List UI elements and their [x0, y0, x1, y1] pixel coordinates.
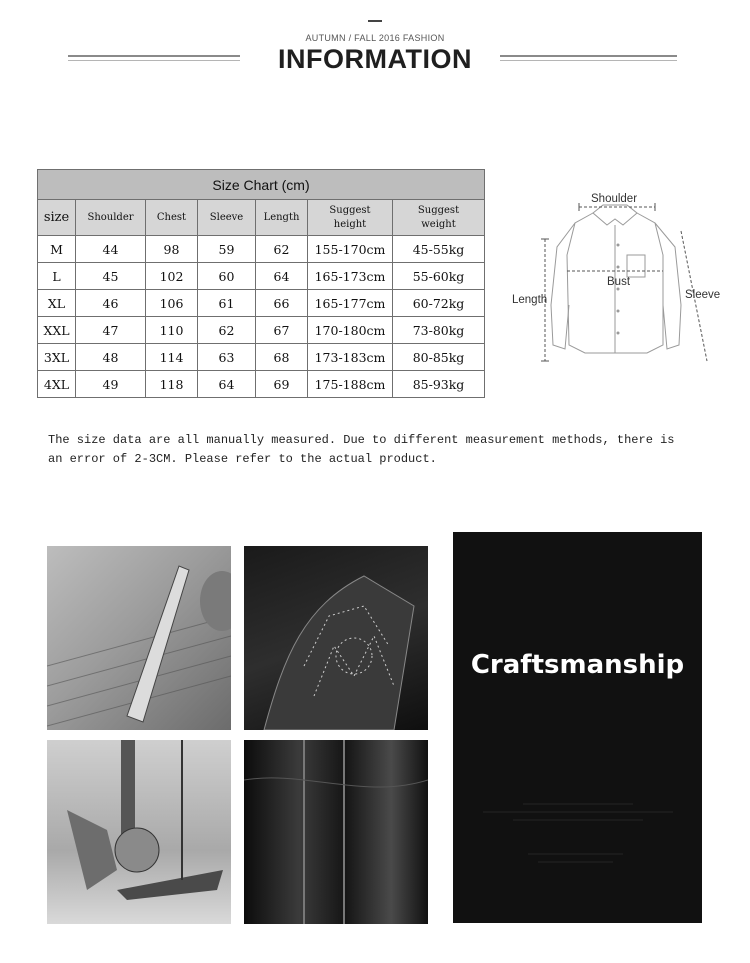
scissors-icon	[47, 546, 231, 730]
cell-shoulder: 46	[76, 290, 146, 317]
cell-sleeve: 59	[198, 236, 256, 263]
craftsmanship-panel	[453, 532, 702, 923]
col-header-chest: Chest	[146, 200, 198, 236]
cell-height: 170-180cm	[308, 317, 393, 344]
cell-weight: 73-80kg	[393, 317, 485, 344]
col-header-suggest-weight: Suggest weight	[393, 200, 485, 236]
cell-shoulder: 49	[76, 371, 146, 398]
cell-chest: 98	[146, 236, 198, 263]
measurement-note	[48, 431, 708, 468]
cutting-fabric-image	[47, 546, 231, 730]
cell-length: 62	[256, 236, 308, 263]
cell-shoulder: 45	[76, 263, 146, 290]
col-header-length: Length	[256, 200, 308, 236]
cell-size: 4XL	[38, 371, 76, 398]
col-header-shoulder: Shoulder	[76, 200, 146, 236]
diagram-label-shoulder: Shoulder	[591, 193, 638, 205]
cell-chest: 118	[146, 371, 198, 398]
table-row	[38, 344, 485, 371]
col-header-size: size	[38, 200, 76, 236]
col-header-suggest-height: Suggest height	[308, 200, 393, 236]
diagram-label-sleeve: Sleeve	[685, 289, 721, 301]
cell-sleeve: 61	[198, 290, 256, 317]
cell-weight: 45-55kg	[393, 236, 485, 263]
cell-sleeve: 60	[198, 263, 256, 290]
note-line-1: The size data are all manually measured. Due to different measurement methods, there is	[48, 433, 675, 447]
cell-size: XXL	[38, 317, 76, 344]
table-row	[38, 236, 485, 263]
stitching-pattern-image	[244, 546, 428, 730]
cell-sleeve: 64	[198, 371, 256, 398]
cell-height: 175-188cm	[308, 371, 393, 398]
table-row	[38, 371, 485, 398]
cell-height: 155-170cm	[308, 236, 393, 263]
cell-height: 165-173cm	[308, 263, 393, 290]
header-rule-left-thin	[68, 60, 240, 61]
shirt-measurement-diagram	[505, 185, 725, 385]
cell-length: 69	[256, 371, 308, 398]
header-rule-left	[68, 55, 240, 57]
cell-length: 66	[256, 290, 308, 317]
cell-shoulder: 47	[76, 317, 146, 344]
header-dash	[368, 20, 382, 22]
size-chart-table	[37, 169, 485, 398]
cell-length: 67	[256, 317, 308, 344]
cell-size: XL	[38, 290, 76, 317]
size-chart-caption: Size Chart (cm)	[38, 170, 485, 200]
cell-chest: 106	[146, 290, 198, 317]
cell-weight: 55-60kg	[393, 263, 485, 290]
cell-shoulder: 48	[76, 344, 146, 371]
stitch-pattern-icon	[244, 546, 428, 730]
table-row	[38, 317, 485, 344]
leather-detail-image	[244, 740, 428, 924]
diagram-label-length: Length	[512, 294, 548, 306]
cell-sleeve: 62	[198, 317, 256, 344]
table-row	[38, 290, 485, 317]
table-header-row	[38, 200, 485, 236]
note-line-2: an error of 2-3CM. Please refer to the actual product.	[48, 451, 437, 466]
sewing-needle-icon	[47, 740, 231, 924]
cell-sleeve: 63	[198, 344, 256, 371]
header-rule-right-thin	[500, 60, 677, 61]
cell-height: 173-183cm	[308, 344, 393, 371]
header-subtitle: AUTUMN / FALL 2016 FASHION	[305, 33, 445, 43]
table-row	[38, 263, 485, 290]
header-rule-right	[500, 55, 677, 57]
cell-chest: 102	[146, 263, 198, 290]
leather-seam-icon	[244, 740, 428, 924]
cell-weight: 60-72kg	[393, 290, 485, 317]
cell-length: 64	[256, 263, 308, 290]
cell-weight: 80-85kg	[393, 344, 485, 371]
cell-shoulder: 44	[76, 236, 146, 263]
cell-chest: 114	[146, 344, 198, 371]
sewing-machine-image	[47, 740, 231, 924]
cell-height: 165-177cm	[308, 290, 393, 317]
cell-chest: 110	[146, 317, 198, 344]
craftsmanship-title: Craftsmanship	[470, 650, 685, 680]
page-title: INFORMATION	[278, 44, 472, 74]
cell-weight: 85-93kg	[393, 371, 485, 398]
cell-length: 68	[256, 344, 308, 371]
cell-size: M	[38, 236, 76, 263]
diagram-label-bust: Bust	[607, 276, 631, 288]
panel-decoration	[453, 532, 702, 923]
cell-size: L	[38, 263, 76, 290]
col-header-sleeve: Sleeve	[198, 200, 256, 236]
cell-size: 3XL	[38, 344, 76, 371]
